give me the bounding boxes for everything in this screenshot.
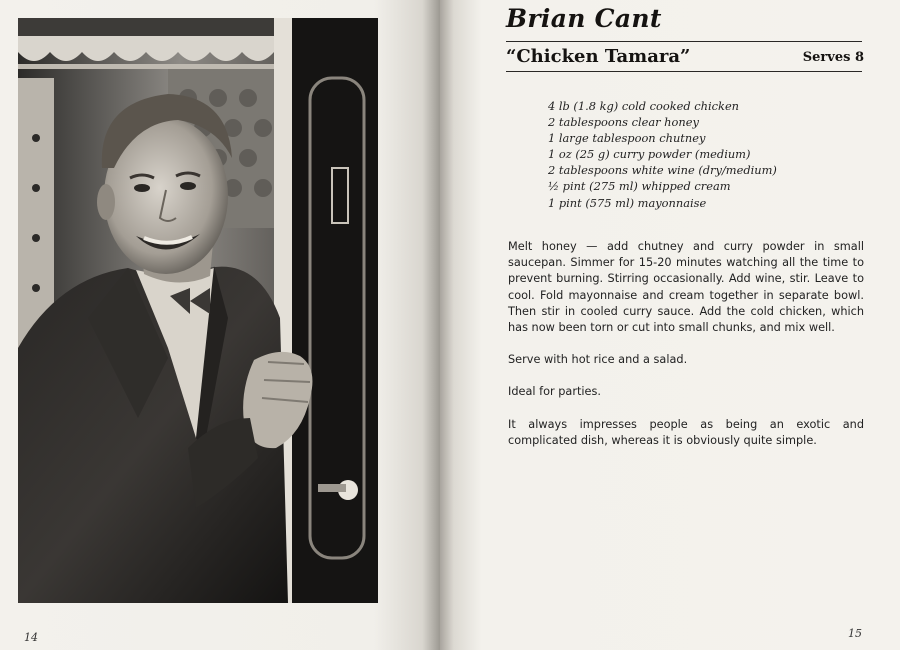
right-page-number: 15 xyxy=(848,627,862,640)
ingredient-item: 1 pint (575 ml) mayonnaise xyxy=(548,195,707,210)
method-paragraph: Ideal for parties. xyxy=(508,385,601,399)
ingredient-item: 4 lb (1.8 kg) cold cooked chicken xyxy=(548,99,740,113)
left-page-number: 14 xyxy=(24,631,38,644)
portrait-photo xyxy=(18,18,378,603)
photo-illustration xyxy=(18,18,378,603)
serves-count: Serves 8 xyxy=(802,50,864,65)
ingredient-item: ½ pint (275 ml) whipped cream xyxy=(548,179,731,194)
ingredient-item: 2 tablespoons clear honey xyxy=(548,115,699,130)
left-page xyxy=(0,0,440,650)
top-rule xyxy=(506,41,862,42)
ingredient-item: 1 oz (25 g) curry powder (medium) xyxy=(548,147,751,162)
recipe-title: “Chicken Tamara” xyxy=(506,46,691,67)
method-paragraph: It always impresses people as being an exotic and complicated dish, whereas it is obviously quite simple. xyxy=(508,417,864,447)
method-paragraph: Serve with hot rice and a salad. xyxy=(508,353,688,367)
method-text xyxy=(508,239,864,465)
title-rule xyxy=(506,71,862,72)
right-page xyxy=(440,0,900,650)
ingredients-list xyxy=(548,98,777,211)
ingredient-item: 2 tablespoons white wine (dry/medium) xyxy=(548,163,777,178)
method-paragraph: Melt honey — add chutney and curry powder in small saucepan. Simmer for 15-20 minutes watching all the time to prevent burning. Stirring occasionally. Add wine, stir. Leave to cool. Fold mayonnaise and cream together in separate bowl. Then stir in cooled curry sauce. Add the cold chicken, which has now been torn or cut into small chunks, and mix well. xyxy=(508,240,864,335)
ingredient-item: 1 large tablespoon chutney xyxy=(548,131,706,146)
author-heading: Brian Cant xyxy=(506,4,662,33)
